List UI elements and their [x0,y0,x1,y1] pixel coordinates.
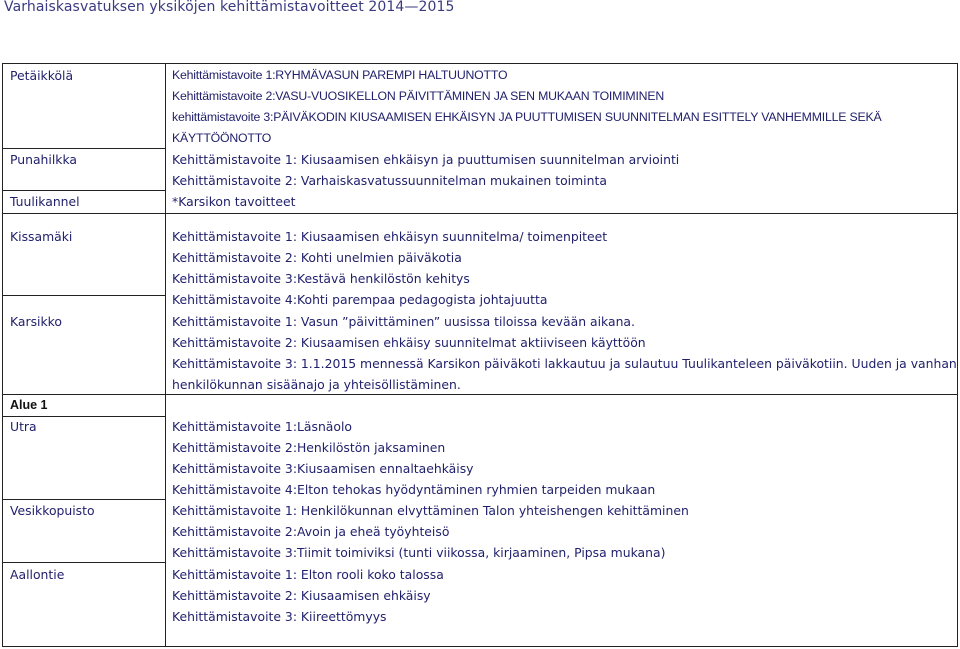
area-name: Vesikkopuisto [10,503,95,518]
row-divider [3,295,165,296]
area-name: Petäikkölä [10,68,74,83]
goal-text: Kehittämistavoite 2:VASU-VUOSIKELLON PÄIVITTÄMINEN JA SEN MUKAAN TOIMIMINEN [172,89,665,103]
goal-text: Kehittämistavoite 1: Kiusaamisen ehkäisyn ja puuttumisen suunnitelman arviointi [172,152,680,167]
area-name: Karsikko [10,314,62,329]
goal-text: Kehittämistavoite 2:Avoin ja eheä työyhteisö [172,524,450,539]
goal-text: Kehittämistavoite 3: 1.1.2015 mennessä Karsikon päiväkoti lakkautuu ja sulautuu Tuulikanteleen päiväkotiin. Uuden ja vanhan [172,356,957,371]
goal-text: Kehittämistavoite 3:Tiimit toimiviksi (tunti viikossa, kirjaaminen, Pipsa mukana) [172,545,666,560]
goal-text: Kehittämistavoite 1:Läsnäolo [172,419,352,434]
goal-text: Kehittämistavoite 2: Varhaiskasvatussuunnitelman mukainen toiminta [172,173,607,188]
area-name: Tuulikannel [10,194,80,209]
row-divider [3,148,165,149]
area-name: Aallontie [10,567,65,582]
goal-text: henkilökunnan sisäänajo ja yhteisöllistäminen. [172,377,461,392]
goal-text: Kehittämistavoite 2: Kohti unelmien päiväkotia [172,250,462,265]
goal-text: Kehittämistavoite 1: Elton rooli koko talossa [172,567,444,582]
goal-text: Kehittämistavoite 4:Kohti parempaa pedagogista johtajuutta [172,292,548,307]
goal-text: Kehittämistavoite 3: Kiireettömyys [172,609,387,624]
row-divider [3,190,165,191]
column-divider [165,64,166,646]
goal-text: Kehittämistavoite 2: Kiusaamisen ehkäisy suunnitelmat aktiiviseen käyttöön [172,335,646,350]
goal-text: Kehittämistavoite 3:Kiusaamisen ennaltaehkäisy [172,461,474,476]
goal-text: *Karsikon tavoitteet [172,194,296,209]
row-divider [3,416,165,417]
area-name: Utra [10,419,37,434]
row-divider [3,213,957,214]
goal-text: Kehittämistavoite 1: Henkilökunnan elvyttäminen Talon yhteishengen kehittäminen [172,503,689,518]
area-name: Kissamäki [10,229,73,244]
row-divider [3,499,165,500]
page-title: Varhaiskasvatuksen yksiköjen kehittämistavoitteet 2014—2015 [4,0,455,15]
goal-text: KÄYTTÖÖNOTTO [172,131,272,145]
area-name: Punahilkka [10,152,78,167]
goal-text: Kehittämistavoite 2:Henkilöstön jaksaminen [172,440,446,455]
area-group-heading: Alue 1 [10,398,48,412]
goal-text: kehittämistavoite 3:PÄIVÄKODIN KIUSAAMISEN EHKÄISYN JA PUUTTUMISEN SUUNNITELMAN ESITTELY VANHEMMILLE SEKÄ [172,110,882,124]
goal-text: Kehittämistavoite 1: Vasun ”päivittäminen” uusissa tiloissa kevään aikana. [172,314,635,329]
goal-text: Kehittämistavoite 1:RYHMÄVASUN PAREMPI HALTUUNOTTO [172,68,508,82]
row-divider [3,394,957,395]
goal-text: Kehittämistavoite 4:Elton tehokas hyödyntäminen ryhmien tarpeiden mukaan [172,482,656,497]
goal-text: Kehittämistavoite 2: Kiusaamisen ehkäisy [172,588,431,603]
goal-text: Kehittämistavoite 1: Kiusaamisen ehkäisyn suunnitelma/ toimenpiteet [172,229,608,244]
goal-text: Kehittämistavoite 3:Kestävä henkilöstön kehitys [172,271,470,286]
row-divider [3,562,165,563]
